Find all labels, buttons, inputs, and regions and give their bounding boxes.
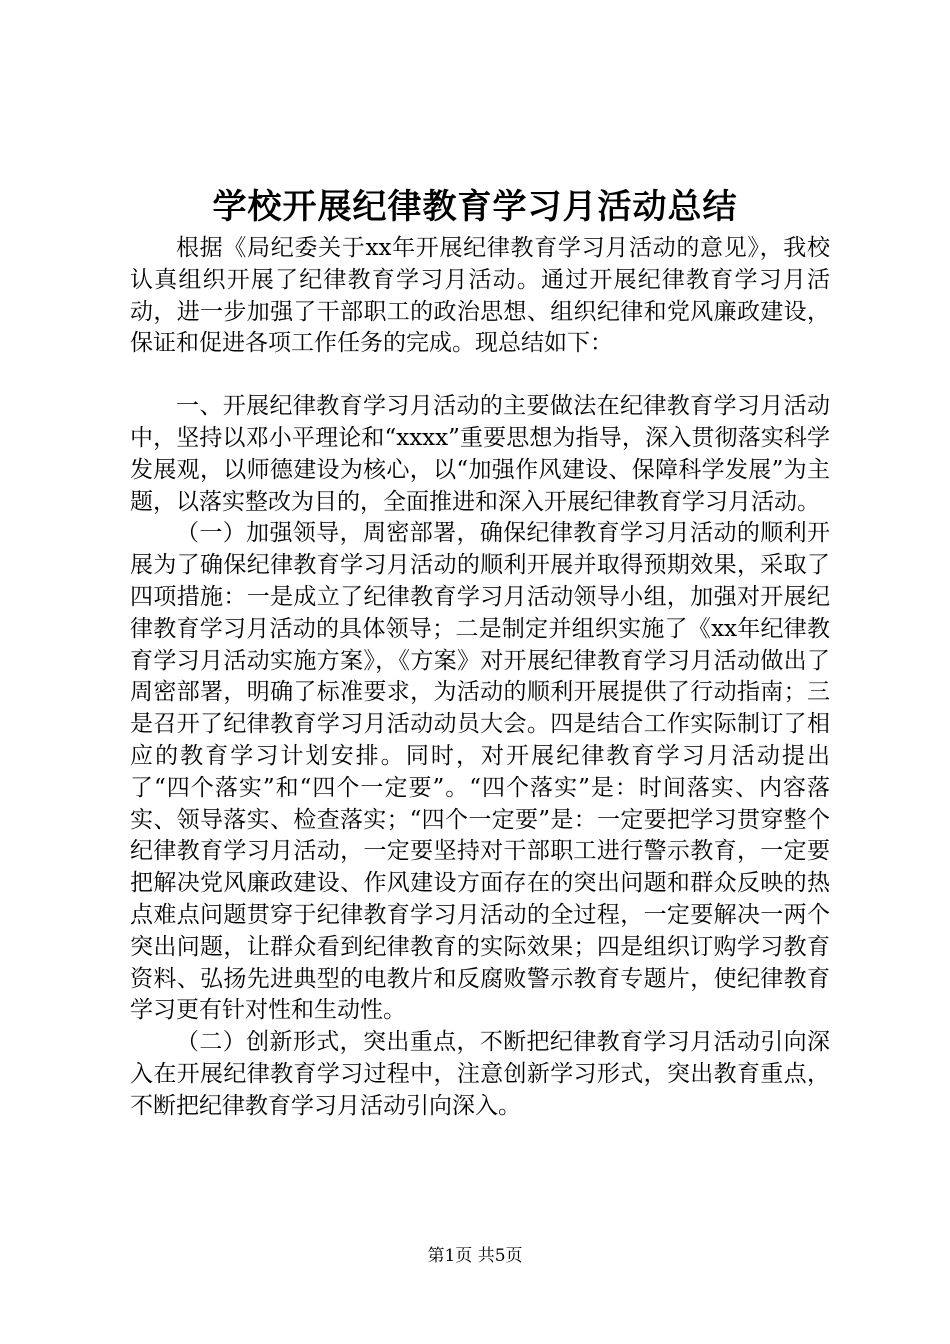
page-number-footer: 第1页 共5页 (427, 1246, 523, 1266)
subsection-two-paragraph: （二）创新形式，突出重点，不断把纪律教育学习月活动引向深入在开展纪律教育学习过程中，注意创新学习形式，突出教育重点，不断把纪律教育学习月活动引向深入。 (130, 1029, 830, 1119)
document-title: 学校开展纪律教育学习月活动总结 (212, 187, 738, 227)
intro-paragraph: 根据《局纪委关于xx年开展纪律教育学习月活动的意见》，我校认真组织开展了纪律教育学习月活动。通过开展纪律教育学习月活动，进一步加强了干部职工的政治思想、组织纪律和党风廉政建设，保证和促进各项工作任务的完成。现总结如下： (130, 235, 830, 357)
section-one-paragraph: 一、开展纪律教育学习月活动的主要做法在纪律教育学习月活动中，坚持以邓小平理论和“xxxx”重要思想为指导，深入贯彻落实科学发展观，以师德建设为核心，以“加强作风建设、保障科学发展”为主题，以落实整改为目的，全面推进和深入开展纪律教育学习月活动。 (130, 393, 830, 515)
document-body (130, 233, 830, 1123)
subsection-one-paragraph: （一）加强领导，周密部署，确保纪律教育学习月活动的顺利开展为了确保纪律教育学习月活动的顺利开展并取得预期效果，采取了四项措施：一是成立了纪律教育学习月活动领导小组，加强对开展纪律教育学习月活动的具体领导；二是制定并组织实施了《xx年纪律教育学习月活动实施方案》，《方案》对开展纪律教育学习月活动做出了周密部署，明确了标准要求，为活动的顺利开展提供了行动指南；三是召开了纪律教育学习月活动动员大会。四是结合工作实际制订了相应的教育学习计划安排。同时，对开展纪律教育学习月活动提出了“四个落实”和“四个一定要”。“四个落实”是：时间落实、内容落实、领导落实、检查落实；“四个一定要”是：一定要把学习贯穿整个纪律教育学习月活动，一定要坚持对干部职工进行警示教育，一定要把解决党风廉政建设、作风建设方面存在的突出问题和群众反映的热点难点问题贯穿于纪律教育学习月活动的全过程，一定要解决一两个突出问题，让群众看到纪律教育的实际效果；四是组织订购学习教育资料、弘扬先进典型的电教片和反腐败警示教育专题片，使纪律教育学习更有针对性和生动性。 (130, 520, 830, 1024)
